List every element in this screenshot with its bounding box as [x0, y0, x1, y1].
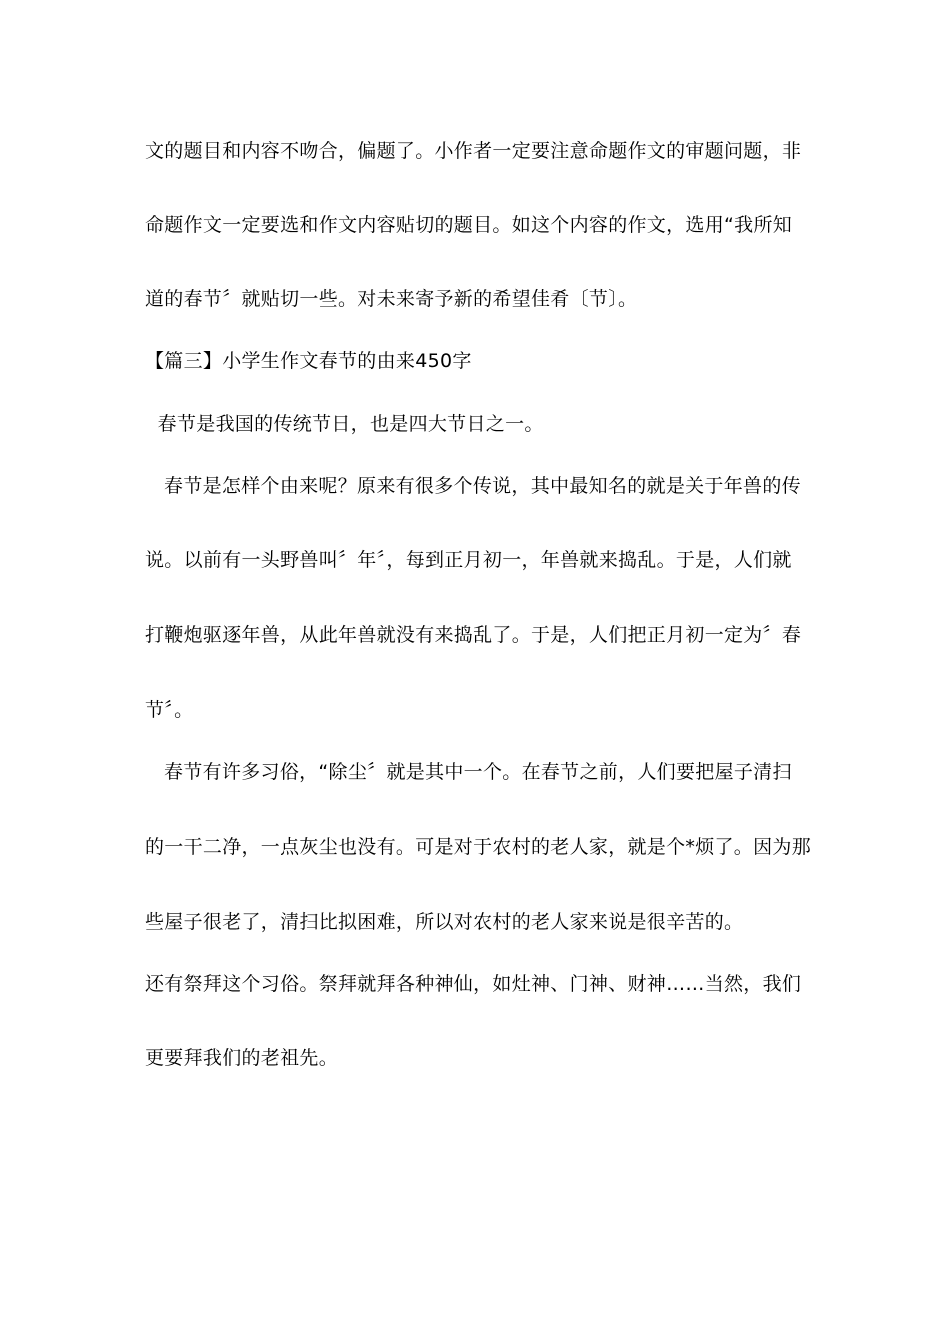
paragraph-line: 说。以前有一头野兽叫〞年〞，每到正月初一，年兽就来捣乱。于是，人们就: [145, 549, 792, 571]
paragraph-line: 命题作文一定要选和作文内容贴切的题目。如这个内容的作文，选用“我所知: [145, 214, 793, 236]
paragraph-line: 文的题目和内容不吻合，偏题了。小作者一定要注意命题作文的审题问题，非: [145, 140, 802, 162]
paragraph-line: 打鞭炮驱逐年兽，从此年兽就没有来捣乱了。于是，人们把正月初一定为〞春: [145, 624, 802, 646]
paragraph-line: 春节是怎样个由来呢？原来有很多个传说，其中最知名的就是关于年兽的传: [145, 475, 801, 497]
paragraph-line: 春节有许多习俗，“除尘〞就是其中一个。在春节之前，人们要把屋子清扫: [145, 761, 792, 783]
paragraph-line: 更要拜我们的老祖先。: [145, 1047, 339, 1069]
section-heading: 【篇三】小学生作文春节的由来450字: [145, 350, 472, 372]
paragraph-line: 节〞。: [145, 699, 194, 721]
paragraph-line: 些屋子很老了，清扫比拟困难，所以对农村的老人家来说是很辛苦的。: [145, 911, 744, 933]
paragraph-line: 道的春节〞就贴切一些。对未来寄予新的希望佳肴〔节〕。: [145, 288, 638, 310]
paragraph-line: 的一干二净，一点灰尘也没有。可是对于农村的老人家，就是个*烦了。因为那: [145, 836, 812, 858]
paragraph-line: 还有祭拜这个习俗。祭拜就拜各种神仙，如灶神、门神、财神……当然，我们: [145, 973, 802, 995]
paragraph-line: 春节是我国的传统节日，也是四大节日之一。: [145, 413, 544, 435]
